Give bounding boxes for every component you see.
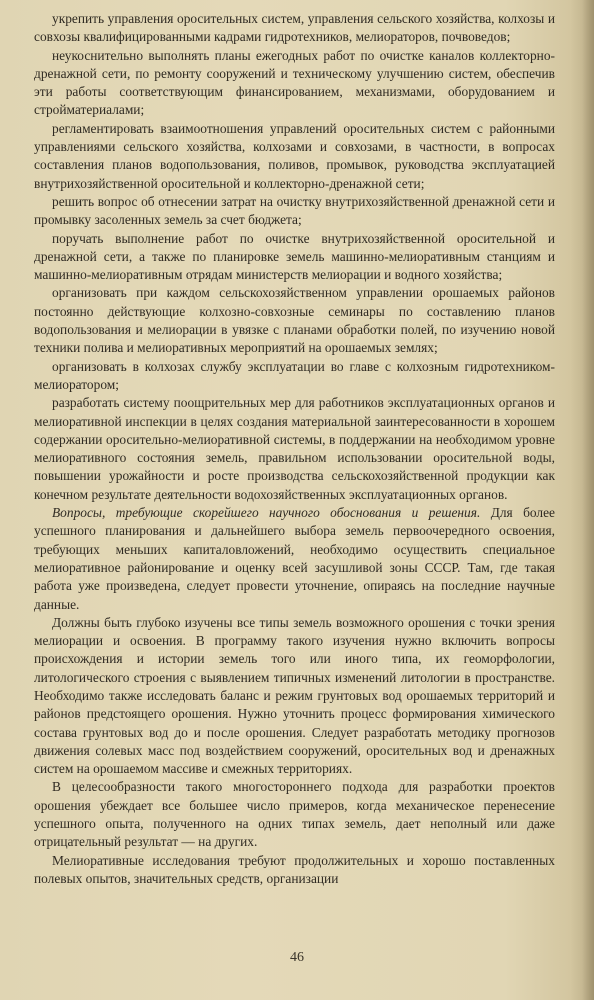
paragraph-2: неукоснительно выполнять планы ежегодных работ по очистке каналов коллекторно-дренажной сети, по ремонту сооружений и техническому улучшению систем, обеспечив эти работы соответствующим финансированием, механизмами, оборудованием и стройматериалами; [34, 47, 555, 118]
paragraph-10: Должны быть глубоко изучены все типы земель возможного орошения с точки зрения мелиорации и освоения. В программу такого изучения нужно включить вопросы происхождения и истории земель того или иного типа, их геоморфологии, литологического строения с выявлением типичных изменений литологии в пространстве. Необходимо также исследовать баланс и режим грунтовых вод орошаемых территорий и районов предстоящего орошения. Нужно уточнить процесс формирования химического состава грунтовых вод до и после орошения. Следует разработать методику прогнозов движения солевых масс под воздействием сооружений, оросительных вод и дренажных систем на орошаемом массиве и смежных территориях. [34, 614, 555, 777]
text-body [34, 10, 555, 888]
paragraph-5: поручать выполнение работ по очистке внутрихозяйственной оросительной и дренажной сети, а также по планировке земель машинно-мелиоративным станциям и машинно-мелиоративным отрядам министерств мелиорации и водного хозяйства; [34, 230, 555, 283]
page-edge-shadow [582, 0, 594, 1000]
paragraph-6: организовать при каждом сельскохозяйственном управлении орошаемых районов постоянно действующие колхозно-совхозные семинары по составлению планов водопользования и мелиорации в увязке с планами обработки полей, по изучению новой техники полива и мелиоративных мероприятий на орошаемых землях; [34, 285, 555, 356]
paragraph-9 [34, 504, 555, 614]
paragraph-3: регламентировать взаимоотношения управлений оросительных систем с районными управлениями сельского хозяйства, колхозами и совхозами, в частности, в вопросах составления планов водопользования, поливов, промывок, руководства эксплуатацией внутрихозяйственной оросительной и коллекторно-дренажной сети; [34, 120, 555, 191]
paragraph-7: организовать в колхозах службу эксплуатации во главе с колхозным гидротехником-мелиоратором; [34, 358, 555, 392]
page-number: 46 [290, 950, 304, 965]
section-heading: Вопросы, требующие скорейшего научного обоснования и решения. [52, 505, 481, 521]
paragraph-11: В целесообразности такого многостороннего подхода для разработки проектов орошения убеждает все большее число примеров, когда механическое перенесение успешного опыта, полученного на одних типах земель, дает неполный или даже отрицательный результат — на других. [34, 779, 555, 850]
paragraph-4: решить вопрос об отнесении затрат на очистку внутрихозяйственной дренажной сети и промывку засоленных земель за счет бюджета; [34, 193, 555, 228]
paragraph-12: Мелиоративные исследования требуют продолжительных и хорошо поставленных полевых опытов, значительных средств, организации [34, 852, 555, 886]
paragraph-9-text: Для более успешного планирования и дальнейшего выбора земель первоочередного освоения, требующих меньших капиталовложений, необходимо осуществить специальное мелиоративное районирование и оценку всей засушливой зоны СССР. Там, где такая работа уже произведена, следует провести уточнение, опираясь на последние научные данные. [34, 505, 555, 612]
paragraph-8: разработать систему поощрительных мер для работников эксплуатационных органов и мелиоративной инспекции в целях создания материальной заинтересованности в хорошем содержании оросительно-мелиоративной системы, в поддержании на необходимом уровне мелиоративного состояния земель, правильном использовании оросительной воды, повышении урожайности и росте производства сельскохозяйственной продукции как конечном результате деятельности водохозяйственных эксплуатационных органов. [34, 395, 555, 502]
paragraph-1: укрепить управления оросительных систем, управления сельского хозяйства, колхозы и совхозы квалифицированными кадрами гидротехников, мелиораторов, почвоведов; [34, 11, 555, 45]
